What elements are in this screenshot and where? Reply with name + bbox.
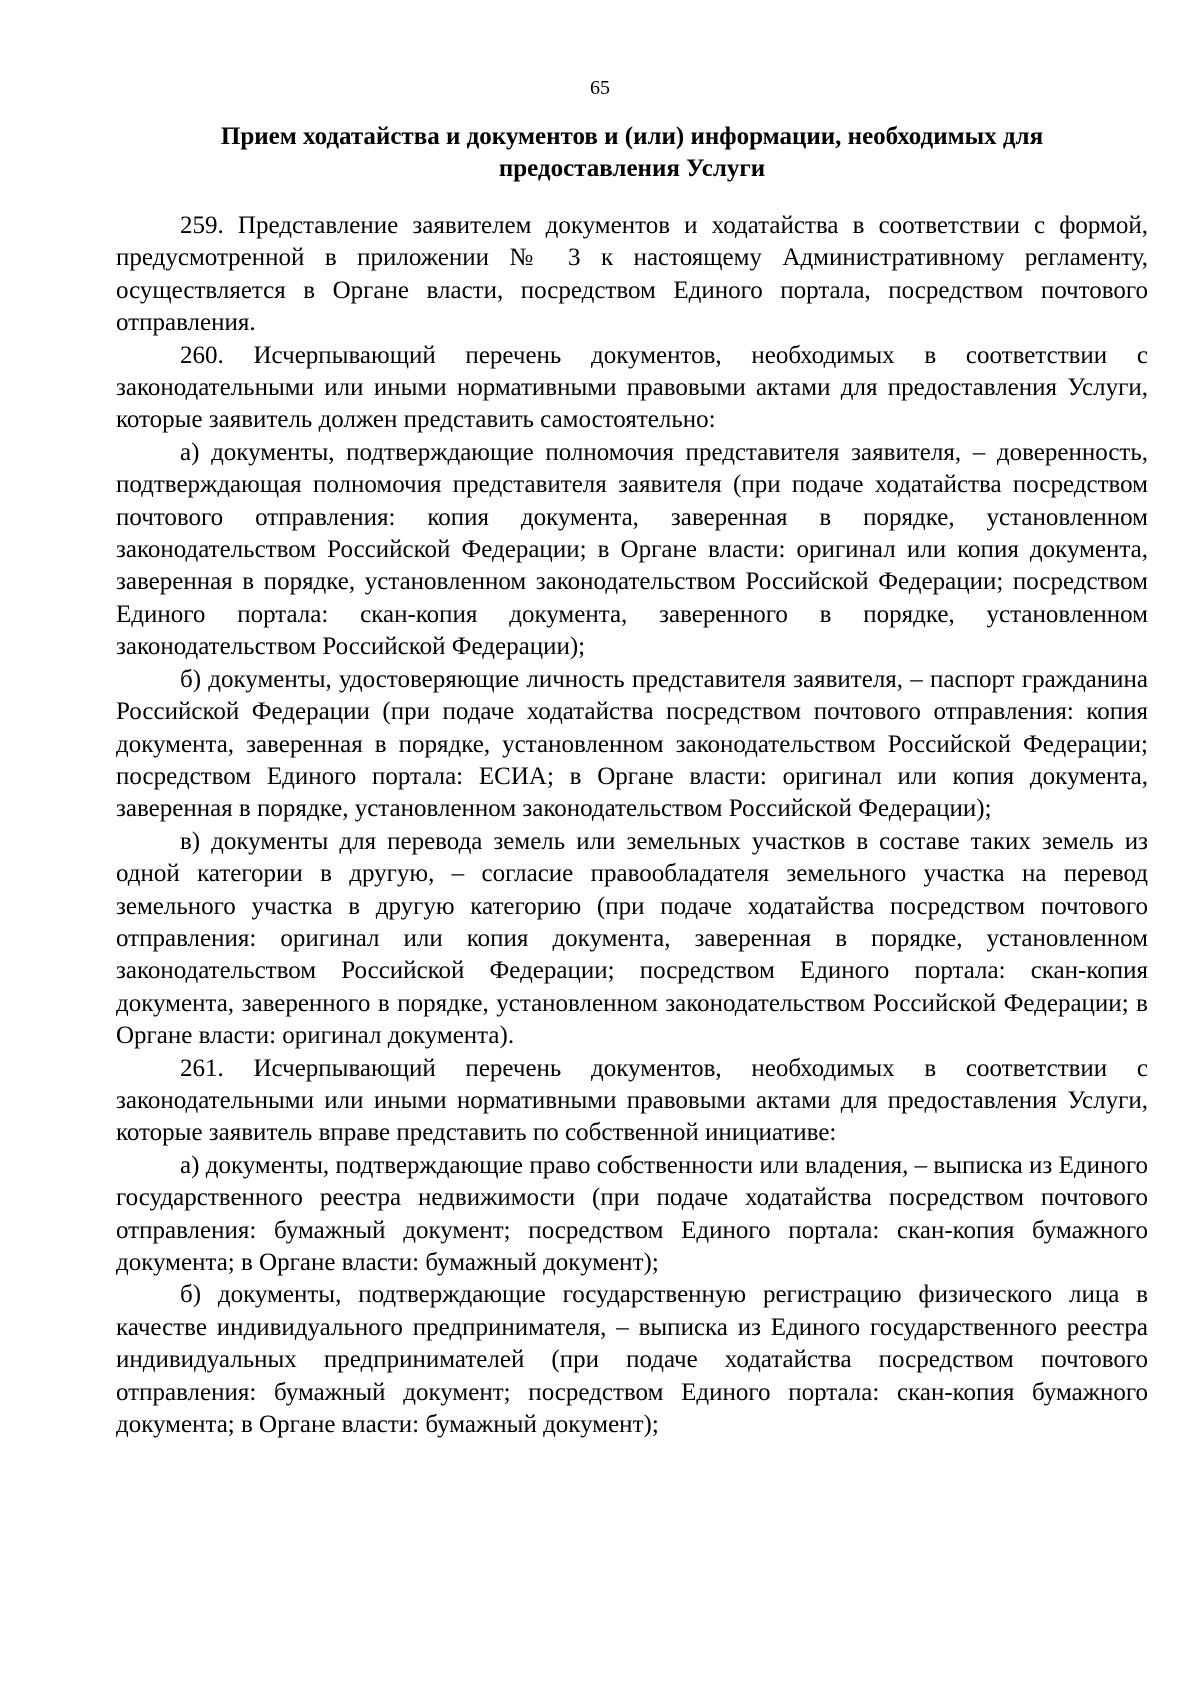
paragraph-261-item-a: а) документы, подтверждающие право собственности или владения, – выписка из Единого государственного реестра недвижимости (при подаче ходатайства посредством почтового отправления: бумажный документ; посредством Единого портала: скан-копия бумажного документа; в Органе власти: бумажный документ);: [116, 1151, 1148, 1276]
paragraph-260-item-b: б) документы, удостоверяющие личность представителя заявителя, – паспорт гражданина Российской Федерации (при подаче ходатайства посредством почтового отправления: копия документа, заверенная в порядке, установленном законодательством Российской Федерации; посредством Единого портала: ЕСИА; в Органе власти: оригинал или копия документа, заверенная в порядке, установленном законодательством Российской Федерации);: [116, 665, 1148, 823]
section-heading: [116, 121, 1148, 185]
document-body: [116, 210, 1148, 1441]
paragraph-260-item-a: а) документы, подтверждающие полномочия представителя заявителя, – доверенность, подтверждающая полномочия представителя заявителя (при подаче ходатайства посредством почтового отправления: копия документа, заверенная в порядке, установленном законодательством Российской Федерации; в Органе власти: оригинал или копия документа, заверенная в порядке, установленном законодательством Российской Федерации; посредством Единого портала: скан-копия документа, заверенного в порядке, установленном законодательством Российской Федерации);: [116, 438, 1148, 661]
section-heading-line-2: предоставления Услуги: [498, 155, 766, 182]
paragraph-261: 261. Исчерпывающий перечень документов, необходимых в соответствии с законодательными или иными нормативными правовыми актами для предоставления Услуги, которые заявитель вправе представить по собственной инициативе:: [116, 1054, 1148, 1147]
paragraph-260-item-v: в) документы для перевода земель или земельных участков в составе таких земель из одной категории в другую, – согласие правообладателя земельного участка на перевод земельного участка в другую категорию (при подаче ходатайства посредством почтового отправления: оригинал или копия документа, заверенная в порядке, установленном законодательством Российской Федерации; посредством Единого портала: скан-копия документа, заверенного в порядке, установленном законодательством Российской Федерации; в Органе власти: оригинал документа).: [116, 827, 1148, 1050]
paragraph-259: 259. Представление заявителем документов и ходатайства в соответствии с формой, предусмотренной в приложении № 3 к настоящему Административному регламенту, осуществляется в Органе власти, посредством Единого портала, посредством почтового отправления.: [116, 212, 1148, 337]
paragraph-261-item-b: б) документы, подтверждающие государственную регистрацию физического лица в качестве индивидуального предпринимателя, – выписка из Единого государственного реестра индивидуальных предпринимателей (при подаче ходатайства посредством почтового отправления: бумажный документ; посредством Единого портала: скан-копия бумажного документа; в Органе власти: бумажный документ);: [116, 1281, 1148, 1439]
section-heading-line-1: Прием ходатайства и документов и (или) информации, необходимых для: [220, 123, 1044, 150]
page-number: 65: [590, 77, 610, 99]
paragraph-260: 260. Исчерпывающий перечень документов, необходимых в соответствии с законодательными или иными нормативными правовыми актами для предоставления Услуги, которые заявитель должен представить самостоятельно:: [116, 341, 1148, 434]
